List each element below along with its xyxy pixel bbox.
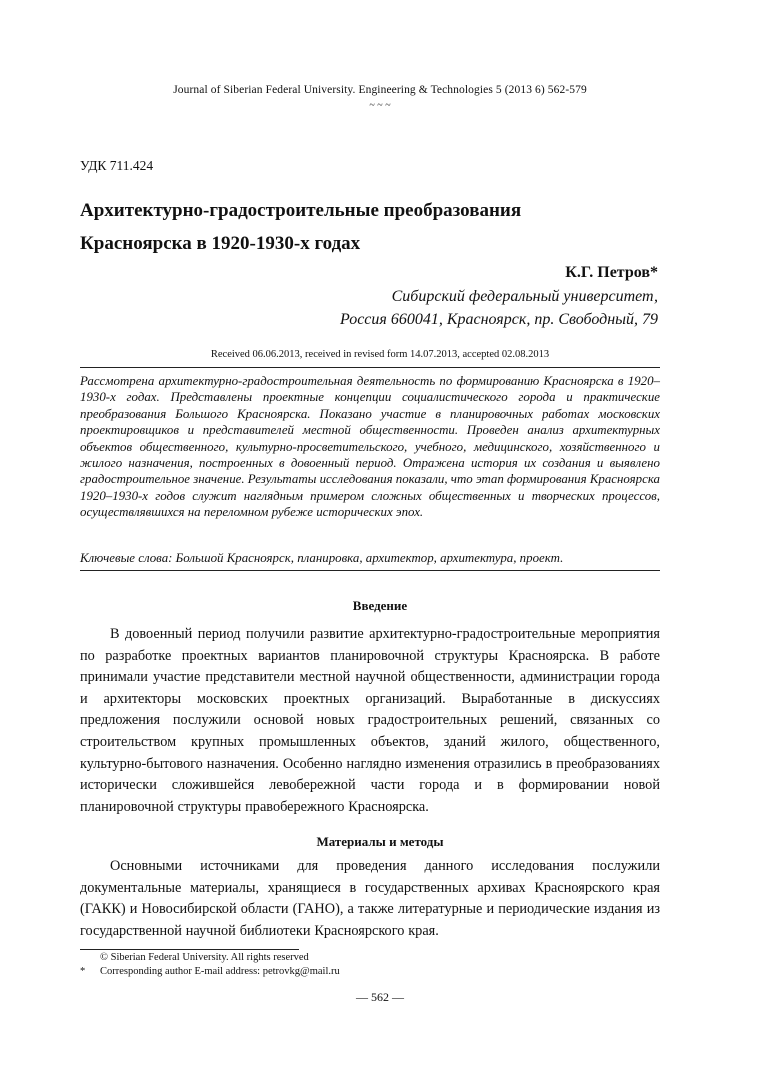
article-title xyxy=(80,194,680,260)
abstract-top-rule xyxy=(80,367,660,368)
corresponding-author-email: Corresponding author E-mail address: petrovkg@mail.ru xyxy=(100,966,340,977)
section-heading-methods: Материалы и методы xyxy=(316,834,444,849)
affiliation-line-1: Сибирский федеральный университет, xyxy=(391,288,658,305)
abstract-text: Рассмотрена архитектурно-градостроительная деятельность по формированию Красноярска в 1920–1930-х годах. Представлены проектные концепции социалистического города и практические преобразования Большого Красноярска. Показано участие в планировочных работах московских проектировщиков и представителей местной общественности. Проведен анализ архитектурных объектов общественного, культурно-просветительского, учебного, медицинского, хозяйственного и жилого назначения, построенных в довоенный период. Отражена история их создания и выявлено градостроительное значение. Результаты исследования показали, что этап формирования Красноярска 1920–1930-х годов служит наглядным примером сложных общественных и творческих процессов, осуществлявшихся на переломном рубеже исторических эпох. xyxy=(80,374,660,520)
methods-paragraph: Основными источниками для проведения данного исследования послужили документальные материалы, хранящиеся в государственных архивах Красноярского края (ГАКК) и Новосибирской области (ГАНО), а также литературные и периодические издания из государственной научной библиотеки Красноярского края. xyxy=(80,858,660,939)
footnote-asterisk: * xyxy=(80,966,86,977)
footnote-rule xyxy=(80,949,299,950)
section-heading-introduction: Введение xyxy=(352,598,408,613)
introduction-paragraph: В довоенный период получили развитие архитектурно-градостроительные мероприятия по разработке проектных вариантов планировочной структуры Красноярска. В работе принимали участие представители местной научной общественности, администрации города и архитекторы московских проектных организаций. Выработанные в дискуссиях предложения послужили основой новых градостроительных решений, связанных со строительством крупных промышленных объектов, зданий жилого, общественного, культурно-бытового назначения. Особенно наглядно изменения отразились в преобразованиях исторически сложившейся левобережной части города и в формировании новой планировочной структуры правобережного Красноярска. xyxy=(80,626,660,815)
received-dates: Received 06.06.2013, received in revised form 14.07.2013, accepted 02.08.2013 xyxy=(210,349,550,360)
copyright-text: © Siberian Federal University. All rights reserved xyxy=(100,952,309,963)
udc-code: УДК 711.424 xyxy=(80,158,154,173)
footnote-corresponding-author xyxy=(80,966,340,977)
page-number: — 562 — xyxy=(356,990,404,1004)
footnote-copyright xyxy=(80,952,309,963)
affiliation-line-2: Россия 660041, Красноярск, пр. Свободный, 79 xyxy=(340,311,658,328)
header-ornament: ~ ~ ~ xyxy=(369,100,391,111)
author-name: К.Г. Петров* xyxy=(565,264,658,281)
article-title-line-2: Красноярска в 1920-1930-х годах xyxy=(80,233,361,254)
abstract-bottom-rule xyxy=(80,570,660,571)
article-title-line-1: Архитектурно-градостроительные преобразования xyxy=(80,200,522,221)
journal-header: Journal of Siberian Federal University. Engineering & Technologies 5 (2013 6) 562-579 xyxy=(173,84,587,96)
keywords: Ключевые слова: Большой Красноярск, планировка, архитектор, архитектура, проект. xyxy=(80,551,564,565)
